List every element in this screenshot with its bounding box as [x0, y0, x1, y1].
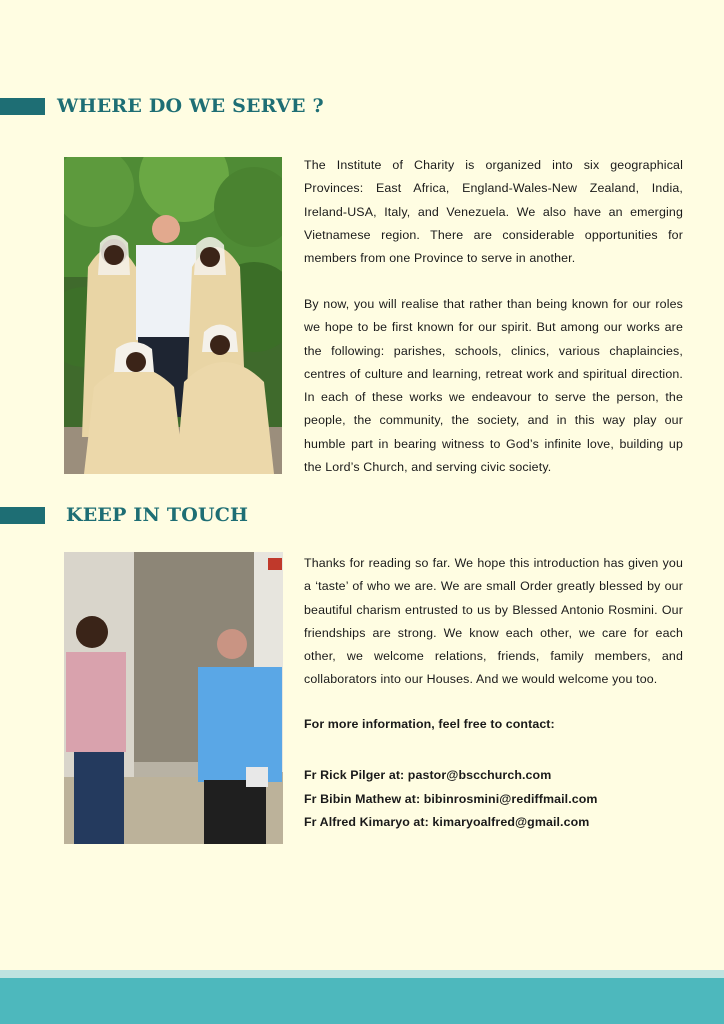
contact-item-rick-pilger[interactable]: Fr Rick Pilger at: pastor@bscchurch.com: [304, 768, 552, 782]
contact-list: [304, 764, 598, 835]
paragraph-thanks: Thanks for reading so far. We hope this introduction has given you a ‘taste’ of who we are. We are small Order greatly blessed by our beautiful charism entrusted to us by Blessed Antonio Rosmini. Our friendships are strong. We know each other, we care for each other, we welcome relations, friends, family members, and collaborators into our Houses. And we would welcome you too.: [304, 556, 683, 687]
contact-item-alfred-kimaryo[interactable]: Fr Alfred Kimaryo at: kimaryoalfred@gmail.com: [304, 815, 590, 829]
section-heading-keep-in-touch: KEEP IN TOUCH: [66, 504, 249, 526]
contact-heading: For more information, feel free to contact:: [304, 717, 555, 731]
section-accent-bar: [0, 507, 45, 524]
section-accent-bar: [0, 98, 45, 115]
contact-item-bibin-mathew[interactable]: Fr Bibin Mathew at: bibinrosmini@rediffmail.com: [304, 791, 598, 806]
paragraph-provinces: The Institute of Charity is organized into six geographical Provinces: East Africa, England-Wales-New Zealand, India, Ireland-USA, Italy, and Venezuela. We also have an emerging Vietnamese region. There are considerable opportunities for members from one Province to serve in another.: [304, 158, 683, 266]
photo-two-men-talking: [64, 552, 283, 844]
group-photo-sisters-and-priest: [64, 157, 282, 474]
footer-stripe: [0, 970, 724, 978]
paragraph-works: By now, you will realise that rather than being known for our roles we hope to be first known for our spirit. But among our works are the following: parishes, schools, clinics, various chaplaincies, centres of culture and learning, retreat work and spiritual direction. In each of these works we endeavour to serve the person, the people, the community, the society, and in this way play our humble part in bearing witness to God’s infinite love, building up the Lord’s Church, and serving civic society.: [304, 297, 683, 475]
section-heading-where-we-serve: WHERE DO WE SERVE ?: [57, 95, 324, 117]
footer-band: [0, 978, 724, 1024]
